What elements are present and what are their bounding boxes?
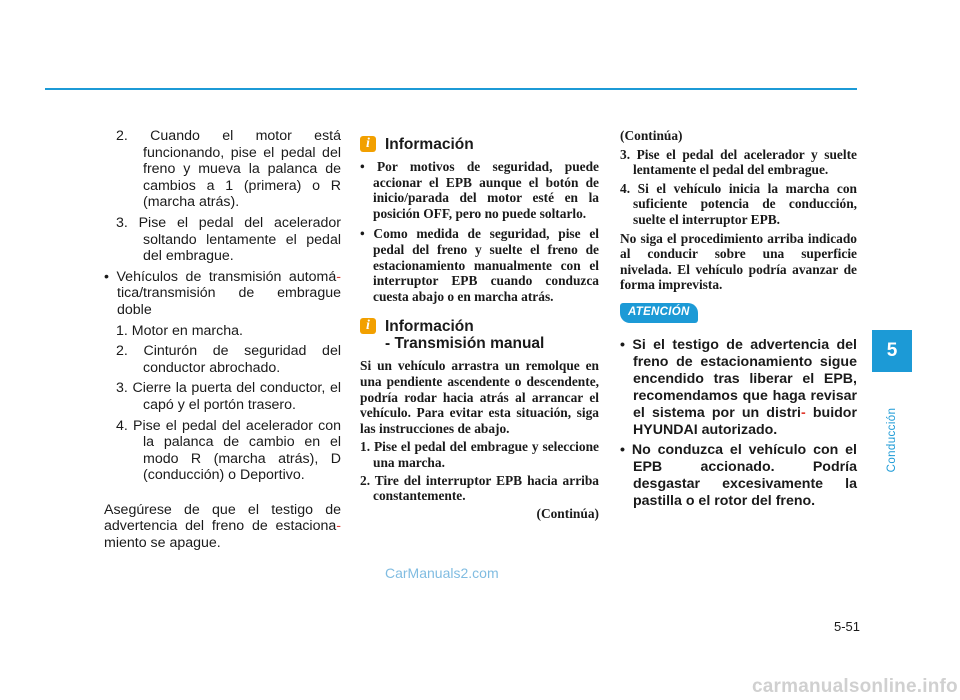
step-3-manual: 3. Pise el pedal del acelerador y suelte lentamente el pedal del embrague. [620,146,857,178]
bullet-automatic-text-a: • Vehículos de transmisión automá [104,268,337,285]
atencion-badge: ATENCIÓN [620,303,698,323]
column-left [104,128,341,552]
column-right [620,128,857,513]
info-icon: i [360,136,376,152]
caution-list [620,337,857,510]
info-title-manual [385,318,544,352]
substep-1: 1. Motor en marcha. [116,322,243,339]
page-number: 5-51 [833,619,860,634]
info-title-line2: - Transmisión manual [385,335,545,353]
substep-2: 2. Cinturón de seguridad del conductor abrochado. [116,343,341,376]
step-2: 2. Cuando el motor está funcionando, pise el pedal del freno y mueva la palanca de cambios a 1 (primera) o R (marcha atrás). [116,128,341,211]
step-4-manual: 4. Si el vehículo inicia la marcha con suficiente potencia de conducción, suelte el interruptor EPB. [620,180,857,227]
substep-4: 4. Pise el pedal del acelerador con la palanca de cambio en el modo R (marcha atrás), D (conducción) o Deportivo. [116,417,341,484]
hyphen-mark: - [336,518,341,535]
closing-paragraph-b: miento se apague. [104,535,221,552]
info-bullet-1: • Por motivos de seguridad, puede accionar el EPB aunque el botón de inicio/parada del motor esté en la posición OFF, pero no puede soltarlo. [360,159,599,221]
info-manual-step-2: 2. Tire del interruptor EPB hacia arriba constantemente. [360,472,599,504]
info-bullet-2: • Como medida de seguridad, pise el pedal del freno y suelte el freno de estacionamiento manualmente con el interruptor EPB cuando conduzca cuesta abajo o en marcha atrás. [360,226,599,304]
watermark-carmanualsonline: carmanualsonline.info [752,676,958,697]
steps-automatic [104,323,341,484]
info-manual-step-1: 1. Pise el pedal del embrague y seleccione una marcha. [360,439,599,470]
continued-label: (Continúa) [620,128,683,143]
caution-bullet-1-a: • Si el testigo de advertencia del freno de estacionamiento sigue encendido tras liberar el EPB, recomendamos que haga revisar el sistema por un distri [620,336,857,421]
closing-paragraph [104,502,341,552]
bullet-automatic-text-b: tica/transmisión de embrague doble [117,285,341,318]
watermark-carmanuals2: CarManuals2.com [385,565,499,581]
hyphen-mark: - [336,268,341,285]
info-title: Información [385,136,474,153]
bullet-automatic [104,269,341,319]
chapter-label-text: Conducción [886,407,898,473]
info-heading-2 [360,318,599,352]
caution-bullet-2: • No conduzca el vehículo con el EPB accionado. Podría desgastar excesivamente la pastilla o el rotor del freno. [620,441,857,509]
continued-label: (Continúa) [536,505,599,521]
top-divider [45,88,857,90]
info-title-line1: Información [385,318,474,336]
caution-bullet-1 [620,337,857,439]
chapter-label [872,380,912,500]
caution-bullet-1-b: buidor HYUNDAI autorizado. [633,404,857,438]
column-middle [360,128,599,521]
hyphen-mark: - [801,404,806,421]
info-icon: i [360,318,376,334]
substep-3: 3. Cierre la puerta del conductor, el capó y el portón trasero. [116,380,341,413]
chapter-number-tab: 5 [872,330,912,372]
info-manual-paragraph: Si un vehículo arrastra un remolque en una pendiente ascendente o descendente, podría rodar hacia atrás al arrancar el vehículo. Para evitar esta situación, siga las instrucciones de abajo. [360,358,599,436]
closing-paragraph-a: Asegúrese de que el testigo de advertencia del freno de estaciona [104,501,341,535]
step-3: 3. Pise el pedal del acelerador soltando lentamente el pedal del embrague. [116,214,341,265]
warning-paragraph: No siga el procedimiento arriba indicado al conducir sobre una superficie nivelada. El vehículo podría avanzar de forma imprevista. [620,230,857,293]
info-heading-1 [360,136,599,153]
steps-continued [104,128,341,265]
